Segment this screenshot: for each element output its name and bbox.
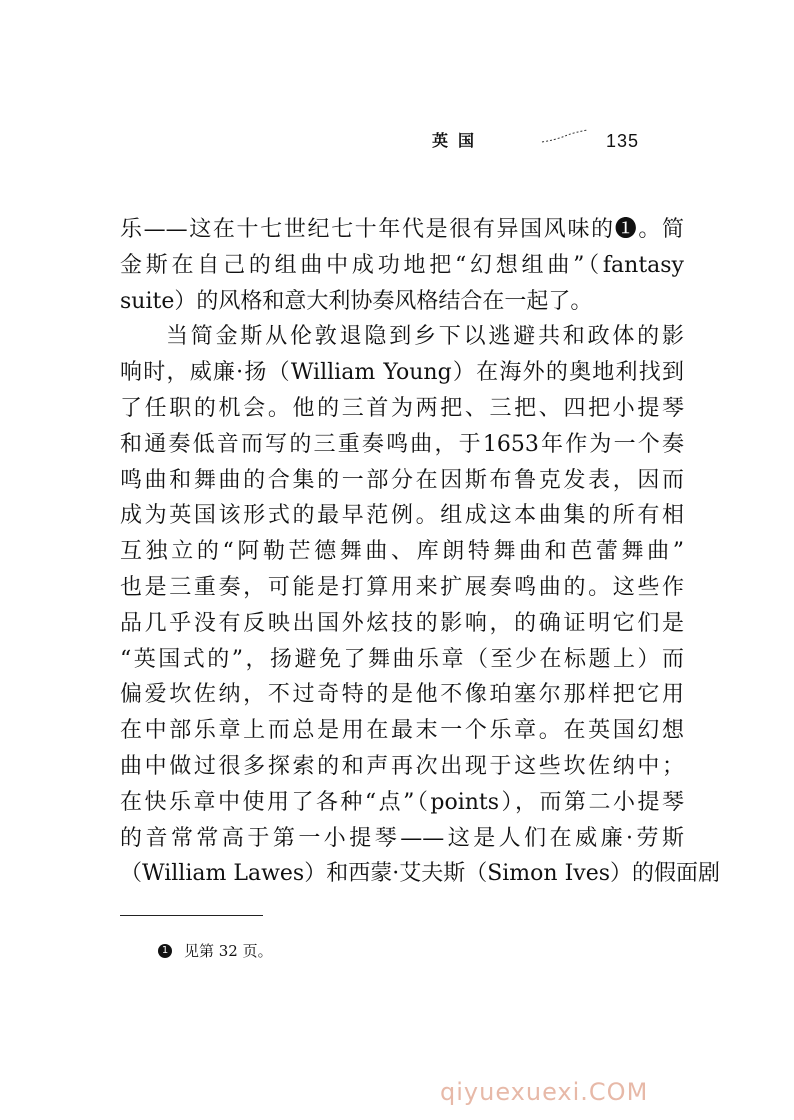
text-line: 成为英国该形式的最早范例。组成这本曲集的所有相 <box>120 503 684 529</box>
text-line: 偏爱坎佐纳，不过奇特的是他不像珀塞尔那样把它用 <box>120 682 684 708</box>
text-line: 的音常常高于第一小提琴——这是人们在威廉·劳斯 <box>120 825 684 851</box>
text-line: 互独立的“阿勒芒德舞曲、库朗特舞曲和芭蕾舞曲” <box>120 539 684 565</box>
body-text <box>120 212 721 892</box>
text-line: 金斯在自己的组曲中成功地把“幻想组曲”（fantasy <box>120 252 684 278</box>
text-line: suite）的风格和意大利协奏风格结合在一起了。 <box>120 288 593 314</box>
footnote-marker: 1 <box>158 944 172 958</box>
text-line: 品几乎没有反映出国外炫技的影响，的确证明它们是 <box>120 610 684 636</box>
watermark: qiyuexuexi.COM <box>440 1078 649 1106</box>
footnote-rule <box>120 915 263 916</box>
text-line: “英国式的”，扬避免了舞曲乐章（至少在标题上）而 <box>120 646 684 672</box>
page-number: 135 <box>606 131 640 151</box>
footnote-text: 见第 32 页。 <box>184 942 273 960</box>
text-line: 和通奏低音而写的三重奏鸣曲，于1653年作为一个奏 <box>120 431 684 457</box>
text-line: 在快乐章中使用了各种“点”（points），而第二小提琴 <box>120 789 684 815</box>
text-line: 曲中做过很多探索的和声再次出现于这些坎佐纳中； <box>120 753 684 779</box>
text-line: 也是三重奏，可能是打算用来扩展奏鸣曲的。这些作 <box>120 574 684 600</box>
text-line: 乐——这在十七世纪七十年代是很有异国风味的❶。简 <box>120 217 684 242</box>
text-line: 在中部乐章上而总是用在最末一个乐章。在英国幻想 <box>120 718 684 744</box>
text-line: 响时，威廉·扬（William Young）在海外的奥地利找到 <box>120 360 684 386</box>
ornament-icon <box>540 128 590 144</box>
text-line: 了任职的机会。他的三首为两把、三把、四把小提琴 <box>120 395 684 421</box>
text-line: 鸣曲和舞曲的合集的一部分在因斯布鲁克发表，因而 <box>120 467 684 493</box>
footnote <box>158 940 273 961</box>
text-line: 当简金斯从伦敦退隐到乡下以逃避共和政体的影 <box>166 324 684 350</box>
text-line: （William Lawes）和西蒙·艾夫斯（Simon Ives）的假面剧 <box>120 861 721 887</box>
running-header: 英国 <box>432 131 485 150</box>
